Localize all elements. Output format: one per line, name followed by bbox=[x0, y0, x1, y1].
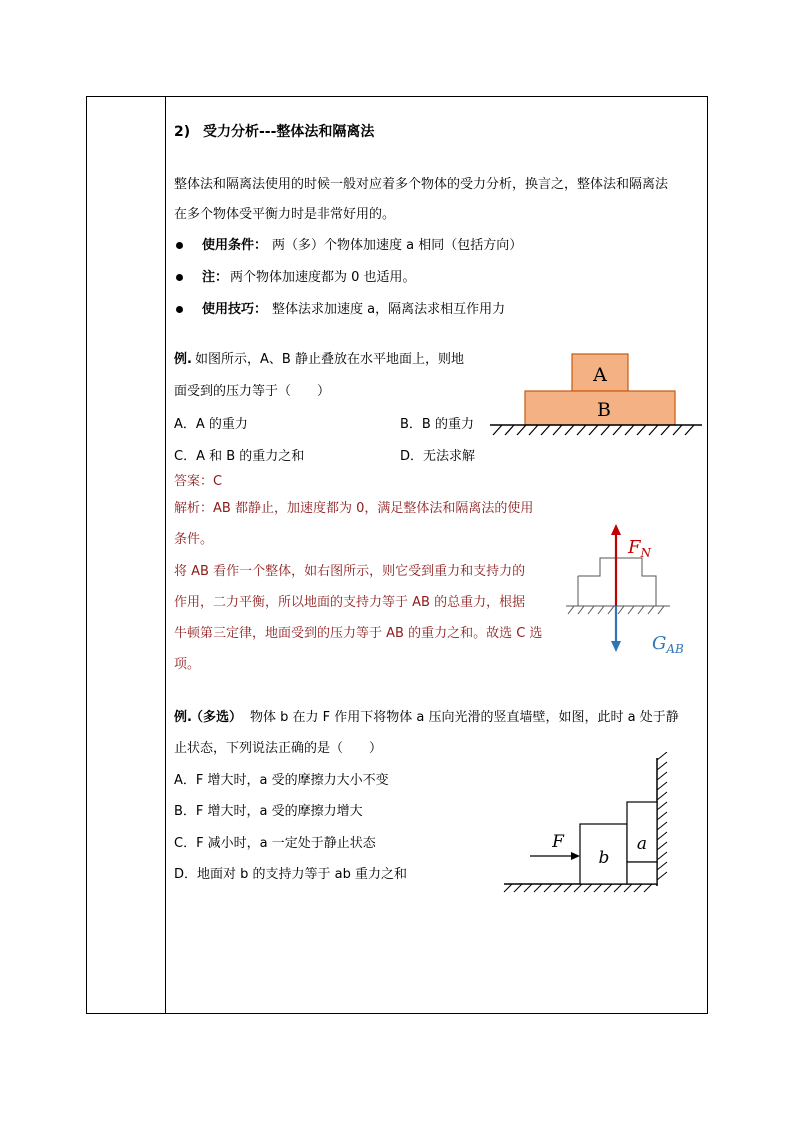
example-2-option-d: D．地面对 b 的支持力等于 ab 重力之和 bbox=[174, 867, 408, 882]
intro-line-2: 在多个物体受平衡力时是非常好用的。 bbox=[174, 207, 396, 222]
gravity-label bbox=[652, 633, 684, 656]
bullet-1-label: 使用条件： bbox=[202, 238, 268, 253]
example-1-prefix: 例. bbox=[174, 352, 192, 367]
example-1-analysis-line-5: 牛顿第三定律，地面受到的压力等于 AB 的重力之和。故选 C 选 bbox=[174, 626, 543, 641]
intro-line-1: 整体法和隔离法使用的时候一般对应着多个物体的受力分析，换言之，整体法和隔离法 bbox=[174, 177, 669, 192]
force-f-label: F bbox=[552, 832, 564, 852]
example-2-line-1: 物体 b 在力 F 作用下将物体 a 压向光滑的竖直墙壁，如图，此时 a 处于静 bbox=[250, 710, 679, 725]
example-1-option-b: B．B 的重力 bbox=[400, 417, 474, 432]
column-divider bbox=[165, 96, 166, 1014]
example-1-analysis-line-2: 条件。 bbox=[174, 532, 214, 547]
floor-hatching bbox=[504, 884, 652, 892]
block-b-label: b bbox=[598, 848, 610, 868]
force-diagram-figure bbox=[560, 518, 700, 658]
force-f-arrowhead bbox=[571, 852, 580, 860]
bullet-3-label: 使用技巧： bbox=[202, 302, 268, 317]
block-b-step bbox=[627, 862, 657, 884]
example-1-option-c: C．A 和 B 的重力之和 bbox=[174, 449, 305, 464]
support-force-arrowhead bbox=[611, 524, 621, 535]
example-1-analysis-line-3: 将 AB 看作一个整体，如右图所示，则它受到重力和支持力的 bbox=[174, 564, 526, 579]
example-1-option-d: D．无法求解 bbox=[400, 449, 476, 464]
stacked-blocks-figure bbox=[488, 350, 704, 438]
fn-subscript: N bbox=[640, 546, 651, 560]
block-a-label: a bbox=[636, 834, 648, 854]
example-1-analysis-line-6: 项。 bbox=[174, 657, 201, 672]
ground-hatching bbox=[493, 425, 694, 435]
wall-blocks-figure bbox=[500, 752, 680, 894]
bullet-3-text: 整体法求加速度 a，隔离法求相互作用力 bbox=[272, 302, 506, 317]
example-1-answer: 答案：C bbox=[174, 474, 223, 489]
g-main: G bbox=[652, 633, 667, 654]
block-b-label: B bbox=[597, 399, 611, 421]
g-subscript: AB bbox=[666, 642, 684, 656]
example-2-prefix: 例. bbox=[174, 710, 192, 725]
example-2-option-c: C．F 减小时，a 一定处于静止状态 bbox=[174, 836, 376, 851]
example-1-line-2: 面受到的压力等于（ ） bbox=[174, 384, 331, 399]
bullet-icon bbox=[176, 274, 183, 281]
support-force-label bbox=[627, 537, 652, 560]
section-number: 2) bbox=[174, 124, 191, 140]
wall-hatching bbox=[657, 752, 667, 880]
example-1-line-1: 如图所示，A、B 静止叠放在水平地面上，则地 bbox=[195, 352, 464, 367]
fn-main: F bbox=[628, 537, 641, 558]
example-1-option-a: A．A 的重力 bbox=[174, 417, 248, 432]
example-2-option-b: B．F 增大时，a 受的摩擦力增大 bbox=[174, 804, 363, 819]
section-title: 受力分析---整体法和隔离法 bbox=[203, 124, 375, 140]
example-1-analysis-line-1: 解析：AB 都静止，加速度都为 0，满足整体法和隔离法的使用 bbox=[174, 501, 534, 516]
example-2-option-a: A．F 增大时，a 受的摩擦力大小不变 bbox=[174, 773, 389, 788]
example-1-analysis-line-4: 作用，二力平衡，所以地面的支持力等于 AB 的总重力，根据 bbox=[174, 595, 526, 610]
bullet-2-text: 两个物体加速度都为 0 也适用。 bbox=[230, 270, 416, 285]
gravity-arrowhead bbox=[611, 641, 621, 652]
bullet-1-text: 两（多）个物体加速度 a 相同（包括方向） bbox=[272, 238, 523, 253]
example-2-line-2: 止状态，下列说法正确的是（ ） bbox=[174, 741, 383, 756]
bullet-2-label: 注： bbox=[202, 270, 229, 285]
bullet-icon bbox=[176, 242, 183, 249]
block-a-label: A bbox=[593, 364, 607, 386]
example-2-tag: （多选） bbox=[190, 710, 243, 725]
bullet-icon bbox=[176, 306, 183, 313]
